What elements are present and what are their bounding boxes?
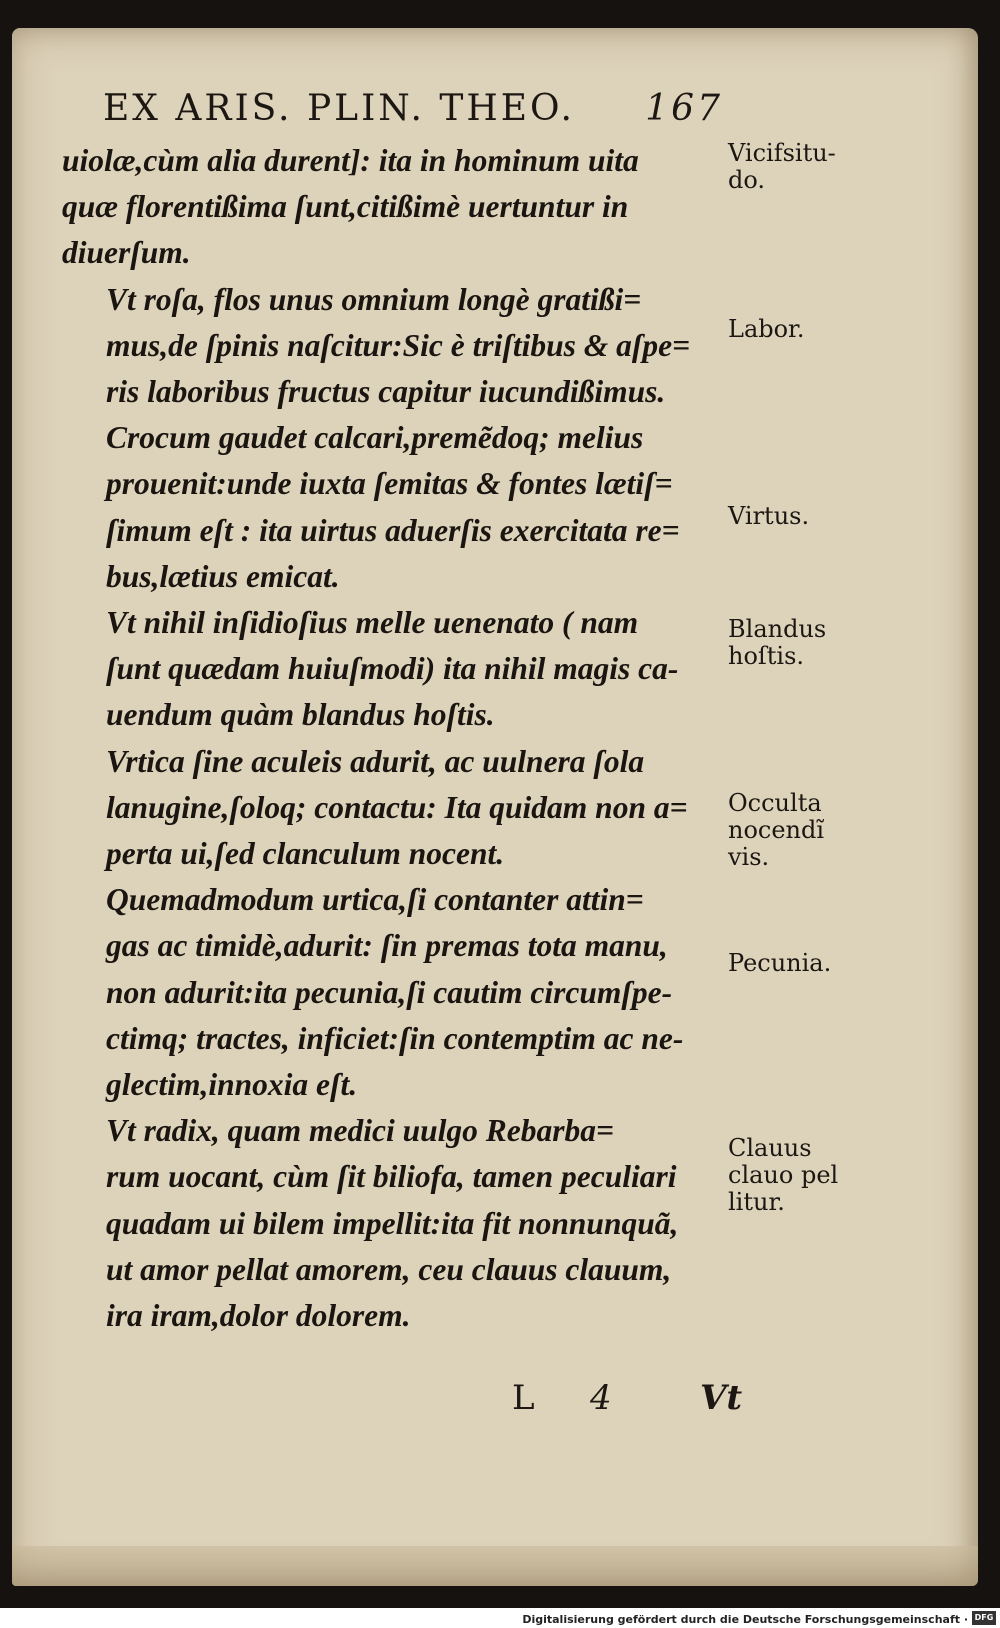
text-line: uiolæ,cùm alia durent]: ita in hominum uita bbox=[62, 143, 639, 178]
margin-note-line: Labor. bbox=[728, 315, 805, 343]
text-line: Vt nihil inſidioſius melle uenenato ( nam bbox=[106, 605, 639, 641]
dfg-logo: DFG bbox=[972, 1611, 996, 1625]
text-line: ſunt quædam huiuſmodi) ita nihil magis ca- bbox=[106, 651, 679, 687]
text-line: ris laboribus fructus capitur iucundißimus. bbox=[106, 374, 666, 410]
paragraph bbox=[62, 277, 722, 416]
margin-note-line: Clauus bbox=[728, 1134, 812, 1162]
margin-note-line: do. bbox=[728, 166, 766, 194]
running-head-title: EX ARIS. PLIN. THEO. bbox=[103, 88, 575, 129]
text-line: ira iram,dolor dolorem. bbox=[106, 1298, 411, 1334]
page-number: 167 bbox=[645, 88, 723, 129]
margin-note-line: vis. bbox=[728, 843, 770, 871]
text-line: ut amor pellat amorem, ceu clauus clauum, bbox=[106, 1251, 672, 1287]
text-line: quæ florentißima ſunt,citißimè uertuntur in bbox=[62, 189, 629, 225]
text-line: prouenit:unde iuxta ſemitas & fontes lætiſ= bbox=[106, 466, 673, 502]
text-line: perta ui,ſed clanculum nocent. bbox=[106, 836, 505, 872]
text-line: lanugine,ſoloq; contactu: Ita quidam non a= bbox=[106, 789, 688, 825]
text-line: ſimum eſt : ita uirtus aduerſis exercitata re= bbox=[106, 512, 680, 548]
digitization-notice: Digitalisierung gefördert durch die Deutsche Forschungsgemeinschaft · bbox=[522, 1613, 968, 1626]
margin-note bbox=[728, 1135, 878, 1216]
margin-note-line: Occulta bbox=[728, 789, 822, 817]
paragraph bbox=[62, 138, 722, 277]
running-head bbox=[103, 88, 743, 129]
text-line: gas ac timidè,adurit: ſin premas tota manu, bbox=[106, 928, 668, 964]
margin-note bbox=[728, 140, 878, 194]
paragraph bbox=[62, 415, 722, 600]
text-line: non adurit:ita pecunia,ſi cautim circumſpe- bbox=[106, 974, 673, 1010]
text-line: bus,lætius emicat. bbox=[106, 558, 340, 594]
text-line: Vrtica ſine aculeis adurit, ac uulnera ſola bbox=[106, 743, 645, 779]
margin-note-line: nocendĩ bbox=[728, 816, 825, 844]
text-line: rum uocant, cùm ſit biliofa, tamen peculiari bbox=[106, 1159, 677, 1195]
paragraph bbox=[62, 739, 722, 878]
margin-note-line: hoſtis. bbox=[728, 642, 805, 670]
margin-note bbox=[728, 503, 878, 530]
text-line: Vt radix, quam medici uulgo Rebarba= bbox=[106, 1113, 614, 1149]
text-line: Vt roſa, flos unus omnium longè gratißi= bbox=[106, 281, 642, 317]
text-line: glectim,innoxia eſt. bbox=[106, 1067, 358, 1103]
margin-note-line: Pecunia. bbox=[728, 949, 832, 977]
text-line: mus,de ſpinis naſcitur:Sic è triſtibus & aſpe= bbox=[106, 327, 691, 363]
margin-note bbox=[728, 790, 878, 871]
margin-note bbox=[728, 950, 878, 977]
text-line: Crocum gaudet calcari,premẽdoq; melius bbox=[106, 420, 644, 456]
paragraph bbox=[62, 877, 722, 1108]
main-text bbox=[62, 138, 722, 1339]
margin-note-line: Blandus bbox=[728, 615, 827, 643]
signature-number: 4 bbox=[590, 1378, 612, 1418]
text-line: uendum quàm blandus hoſtis. bbox=[106, 697, 495, 733]
margin-note-line: litur. bbox=[728, 1188, 785, 1216]
paragraph bbox=[62, 1108, 722, 1339]
catchword: Vt bbox=[700, 1378, 743, 1418]
text-line: quadam ui bilem impellit:ita fit nonnunquã, bbox=[106, 1205, 679, 1241]
margin-note-line: Virtus. bbox=[728, 502, 810, 530]
text-line: Quemadmodum urtica,ſi contanter attin= bbox=[106, 882, 644, 918]
signature-mark: L bbox=[512, 1378, 535, 1418]
paragraph bbox=[62, 600, 722, 739]
digitization-bar bbox=[0, 1608, 1000, 1628]
text-line: diuerſum. bbox=[62, 235, 191, 271]
margin-note bbox=[728, 316, 878, 343]
margin-note-line: Vicifsitu- bbox=[728, 139, 836, 167]
text-line: ctimq; tractes, inficiet:ſin contemptim ac ne- bbox=[106, 1020, 684, 1056]
margin-note-line: clauo pel bbox=[728, 1161, 839, 1189]
margin-note bbox=[728, 616, 878, 670]
